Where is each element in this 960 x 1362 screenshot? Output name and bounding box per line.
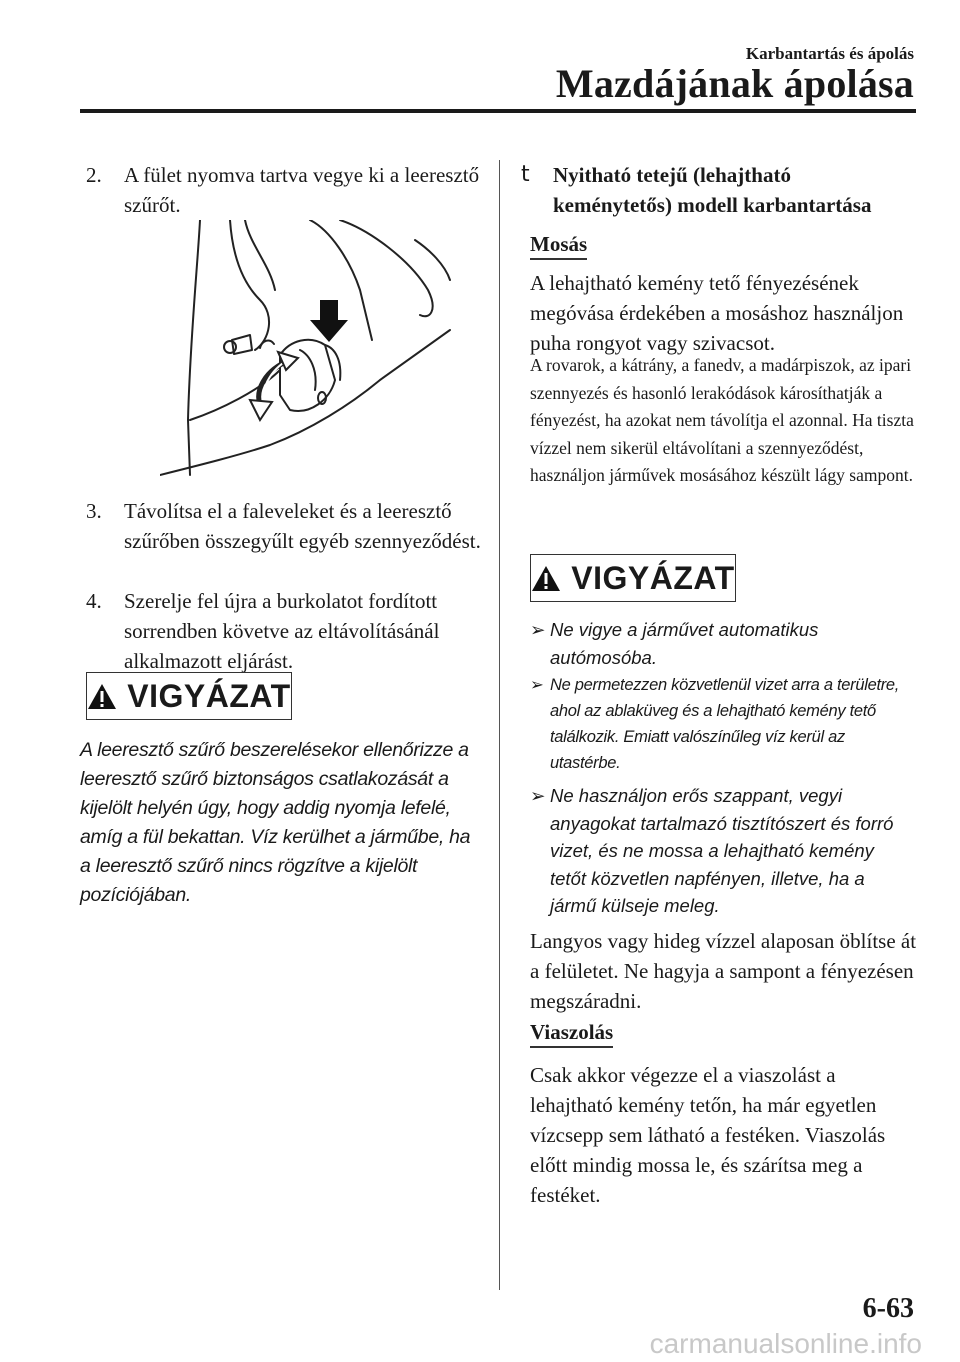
wash-paragraph-small: A rovarok, a kátrány, a fanedv, a madárpiszok, az ipari szennyezés és hasonló lerakódások károsíthatják a fényezést, ha azokat nem távolítja el azonnal. Ha tiszta vízzel nem sikerül eltávolítani a szennyeződést, használjon járművek mosásához készült lágy sampont. [530,355,914,485]
step-text: A fület nyomva tartva vegye ki a leeresztő szűrőt. [124,163,480,217]
bullet-arrow-icon: ➢ [530,676,544,694]
warning-triangle-icon [87,683,117,710]
caution-text-left: A leeresztő szűrő beszerelésekor ellenőrizze a leeresztő szűrő biztonságos csatlakozását a kijelölt helyén úgy, hogy addig nyomja lefelé, amíg a fül bekattan. Víz kerülhet a járműbe, ha a leeresztő szűrő nincs rögzítve a kijelölt pozíciójában. [80,739,471,906]
drain-filter-diagram [160,220,460,485]
step-number: 2. [86,163,102,187]
step-3 [86,496,486,556]
rinse-paragraph: Langyos vagy hideg vízzel alaposan öblítse át a felületet. Ne hagyja a sampont a fényezésen megszáradni. [530,929,917,1013]
caution-bullet-2 [530,672,910,776]
watermark: carmanualsonline.info [649,1328,922,1359]
caution-label: VIGYÁZAT [571,559,735,596]
bullet-text: Ne használjon erős szappant, vegyi anyagokat tartalmazó tisztítószert és forró vizet, és ne mossa a lehajtható kemény tetőt közvetlen napfényen, illetve, ha a jármű külseje meleg. [550,785,894,916]
warning-triangle-icon [531,565,561,592]
caution-label: VIGYÁZAT [127,677,291,714]
step-text: Szerelje fel újra a burkolatot fordított sorrendben követve az eltávolításánál alkalmazott eljárást. [124,589,440,673]
page-title: Mazdájának ápolása [555,61,914,106]
header-rule [80,109,916,113]
subheading-wax: Viaszolás [530,1020,613,1048]
caution-bullet-1 [530,616,910,671]
bullet-arrow-icon: ➢ [530,785,546,806]
wash-paragraph: A lehajtható kemény tető fényezésének megóvása érdekében a mosáshoz használjon puha rongyot vagy szivacsot. [530,271,904,355]
step-4 [86,586,486,676]
caution-bullet-3 [530,782,910,920]
section-label: Karbantartás és ápolás [745,44,914,63]
section-heading: Nyitható tetejű (lehajtható keménytetős) modell karbantartása [553,163,872,217]
bullet-arrow-icon: ➢ [530,619,546,640]
step-2 [86,160,486,220]
section-marker: t [521,162,530,187]
drain-filter-illustration [160,220,460,485]
caution-box-right [530,554,736,602]
caution-box-left [86,672,292,720]
bullet-text: Ne permetezzen közvetlenül vizet arra a területre, ahol az ablaküveg és a lehajtható kemény tető találkozik. Emiatt valószínűleg víz kerül az utastérbe. [550,676,900,772]
column-divider [499,160,500,1290]
step-number: 4. [86,589,102,613]
bullet-text: Ne vigye a járművet automatikus autómosóba. [550,619,819,668]
subheading-wash: Mosás [530,232,587,260]
page-number: 6-63 [862,1293,914,1324]
step-number: 3. [86,499,102,523]
step-text: Távolítsa el a faleveleket és a leeresztő szűrőben összegyűlt egyéb szennyeződést. [124,499,481,553]
wax-paragraph: Csak akkor végezze el a viaszolást a lehajtható kemény tetőn, ha már egyetlen vízcsepp sem látható a festéken. Viaszolás előtt mindig mossa le, és szárítsa meg a festéket. [530,1063,886,1207]
